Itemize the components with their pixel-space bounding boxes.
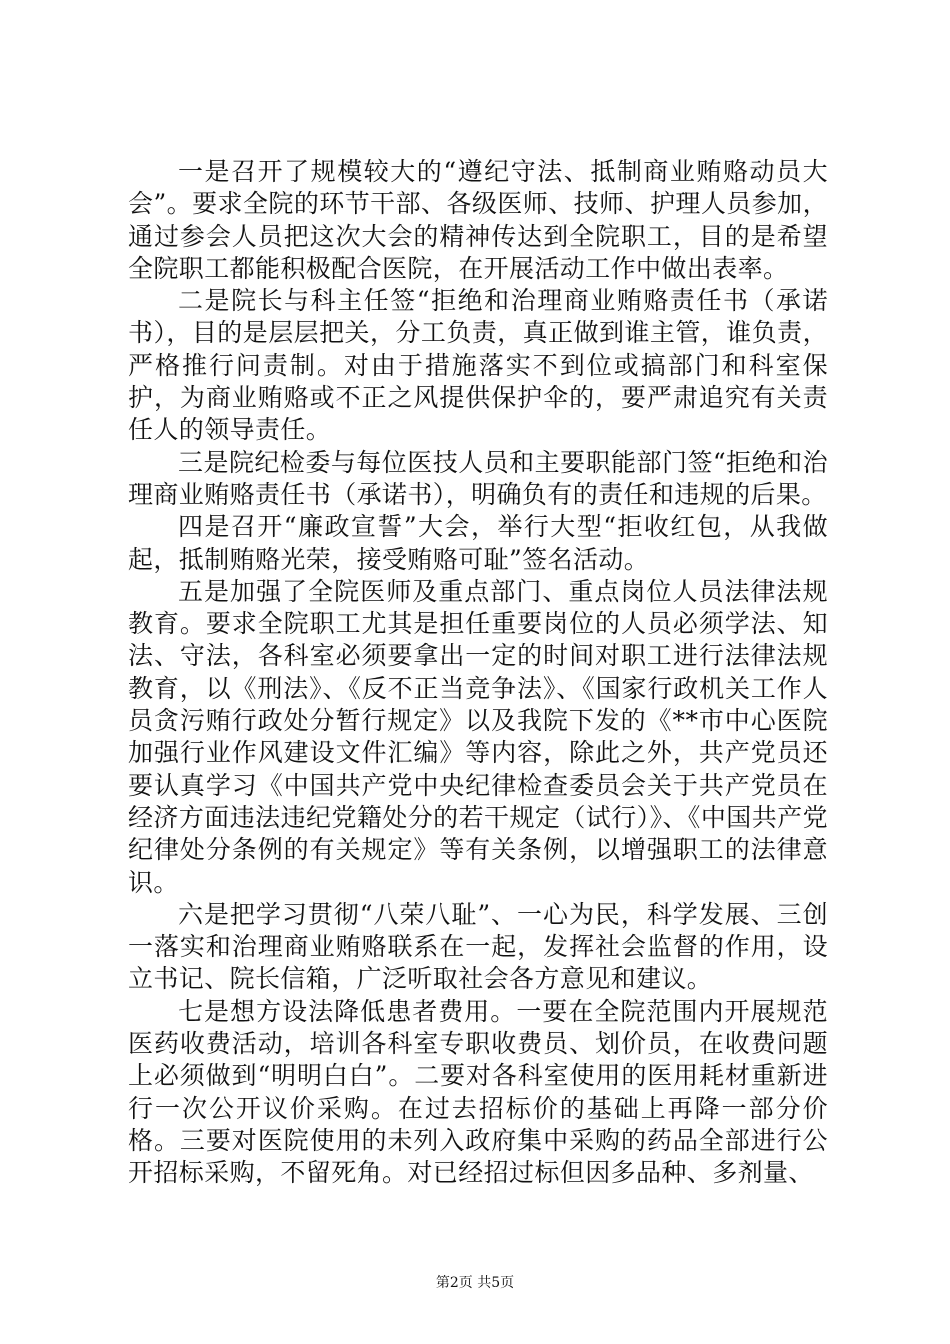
body-text [128,156,828,1190]
page-number-footer: 第2页 共5页 [435,1275,515,1291]
paragraph-5: 五是加强了全院医师及重点部门、重点岗位人员法律法规教育。要求全院职工尤其是担任重要岗位的人员必须学法、知法、守法，各科室必须要拿出一定的时间对职工进行法律法规教育，以《刑法》、《反不正当竞争法》、《国家行政机关工作人员贪污贿行政处分暂行规定》以及我院下发的《**市中心医院加强行业作风建设文件汇编》等内容，除此之外，共产党员还要认真学习《中国共产党中央纪律检查委员会关于共产党员在经济方面违法违纪党籍处分的若干规定（试行）》、《中国共产党纪律处分条例的有关规定》等有关条例，以增强职工的法律意识。 [128,576,828,897]
paragraph-1: 一是召开了规模较大的“遵纪守法、抵制商业贿赂动员大会”。要求全院的环节干部、各级医师、技师、护理人员参加，通过参会人员把这次大会的精神传达到全院职工，目的是希望全院职工都能积极配合医院，在开展活动工作中做出表率。 [128,157,828,283]
paragraph-3: 三是院纪检委与每位医技人员和主要职能部门签“拒绝和治理商业贿赂责任书（承诺书），明确负有的责任和违规的后果。 [128,447,828,509]
paragraph-2: 二是院长与科主任签“拒绝和治理商业贿赂责任书（承诺书），目的是层层把关，分工负责，真正做到谁主管，谁负责，严格推行问责制。对由于措施落实不到位或搞部门和科室保护，为商业贿赂或不正之风提供保护伞的，要严肃追究有关责任人的领导责任。 [128,286,828,445]
paragraph-7: 七是想方设法降低患者费用。一要在全院范围内开展规范医药收费活动，培训各科室专职收费员、划价员，在收费问题上必须做到“明明白白”。二要对各科室使用的医用耗材重新进行一次公开议价采购。在过去招标价的基础上再降一部分价格。三要对医院使用的未列入政府集中采购的药品全部进行公开招标采购，不留死角。对已经招过标但因多品种、多剂量、 [128,996,828,1188]
paragraph-6: 六是把学习贯彻“八荣八耻”、一心为民，科学发展、三创一落实和治理商业贿赂联系在一起，发挥社会监督的作用，设立书记、院长信箱，广泛听取社会各方意见和建议。 [128,899,828,994]
paragraph-4: 四是召开“廉政宣誓”大会，举行大型“拒收红包，从我做起，抵制贿赂光荣，接受贿赂可耻”签名活动。 [128,512,828,574]
